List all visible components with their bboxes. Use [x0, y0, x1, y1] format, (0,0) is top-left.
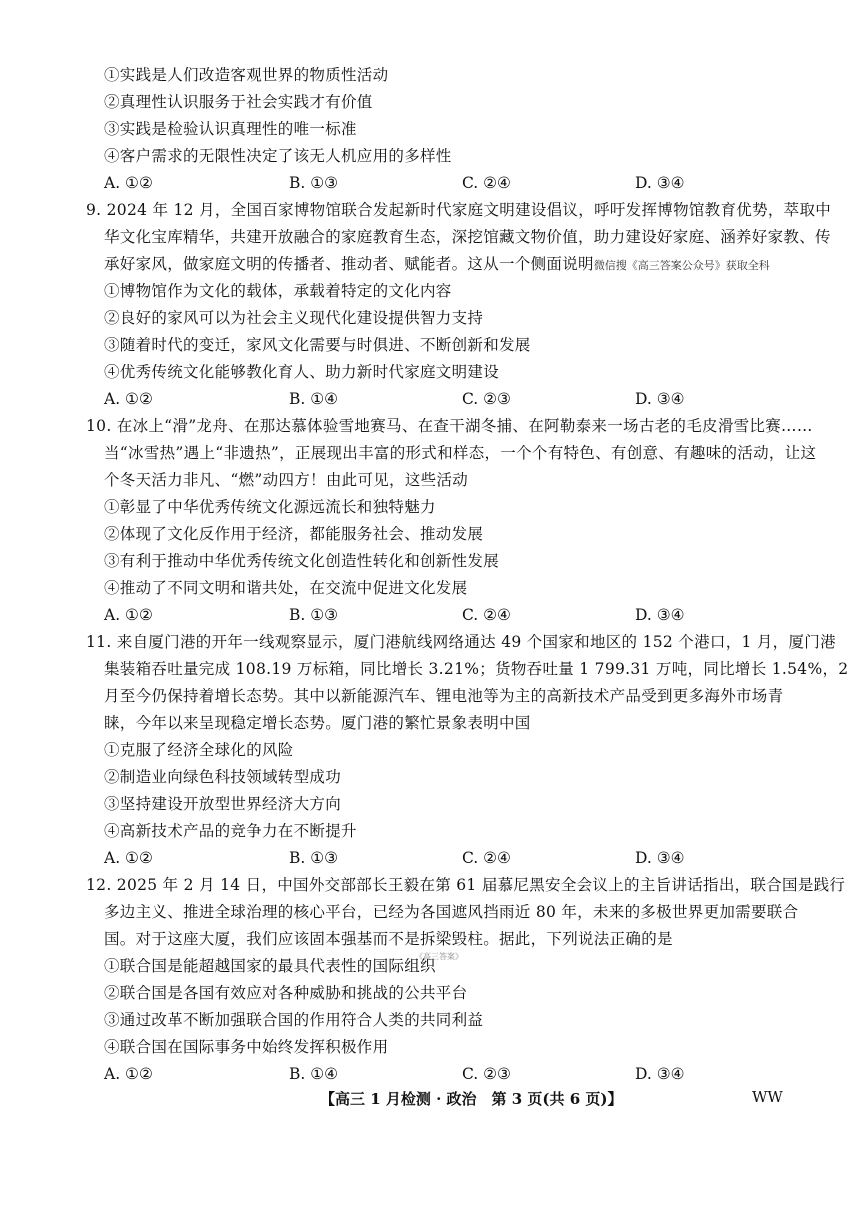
page-footer: [0, 1088, 868, 1112]
q10-option-2: ②体现了文化反作用于经济，都能服务社会、推动发展: [104, 525, 484, 543]
q10-stem-line-2: 当“冰雪热”遇上“非遗热”，正展现出丰富的形式和样态，一个个有特色、有创意、有趣味的活动，让这: [104, 444, 817, 462]
q12-choice-c: C. ②③: [462, 1065, 511, 1083]
q9-option-4: ④优秀传统文化能够教化育人、助力新时代家庭文明建设: [104, 363, 500, 381]
q11-choice-c: C. ②④: [462, 849, 511, 867]
q9-stem-text: 承好家风，做家庭文明的传播者、推动者、赋能者。这从一个侧面说明: [104, 255, 594, 273]
q12-stem-line-1: 12. 2025 年 2 月 14 日，中国外交部部长王毅在第 61 届慕尼黑安全会议上的主旨讲话指出，联合国是践行: [86, 876, 846, 894]
q11-option-4: ④高新技术产品的竞争力在不断提升: [104, 822, 357, 840]
q10-choice-d: D. ③④: [635, 606, 685, 624]
q9-choices: [104, 388, 794, 410]
q11-stem-line-1: 11. 来自厦门港的开年一线观察显示，厦门港航线网络通达 49 个国家和地区的 152 个港口，1 月，厦门港: [86, 633, 836, 651]
q11-option-3: ③坚持建设开放型世界经济大方向: [104, 795, 342, 813]
q9-option-1: ①博物馆作为文化的载体，承载着特定的文化内容: [104, 282, 452, 300]
q12-option-4: ④联合国在国际事务中始终发挥积极作用: [104, 1038, 389, 1056]
q10-choice-c: C. ②④: [462, 606, 511, 624]
q10-choice-a: A. ①②: [104, 606, 153, 624]
q11-choice-b: B. ①③: [289, 849, 339, 867]
q8-choice-c: C. ②④: [462, 174, 511, 192]
q12-choice-d: D. ③④: [635, 1065, 685, 1083]
q11-choice-d: D. ③④: [635, 849, 685, 867]
q12-choice-b: B. ①④: [289, 1065, 339, 1083]
q12-choices: [104, 1063, 794, 1085]
q8-option-4: ④客户需求的无限性决定了该无人机应用的多样性: [104, 147, 452, 165]
q11-choice-a: A. ①②: [104, 849, 153, 867]
q12-choice-a: A. ①②: [104, 1065, 153, 1083]
q9-choice-c: C. ②③: [462, 390, 511, 408]
q11-stem-line-2: 集装箱吞吐量完成 108.19 万标箱，同比增长 3.21%；货物吞吐量 1 799.31 万吨，同比增长 1.54%，2: [104, 660, 849, 678]
q9-stem-line-1: 9. 2024 年 12 月，全国百家博物馆联合发起新时代家庭文明建设倡议，呼吁发挥博物馆教育优势，萃取中: [86, 201, 832, 219]
footer-page-info: 【高三 1 月检测 · 政治 第 3 页(共 6 页)】: [320, 1090, 623, 1108]
q10-choice-b: B. ①③: [289, 606, 339, 624]
q10-option-1: ①彰显了中华优秀传统文化源远流长和独特魅力: [104, 498, 436, 516]
q9-stem-line-3: [104, 253, 770, 277]
q11-choices: [104, 847, 794, 869]
q8-choice-a: A. ①②: [104, 174, 153, 192]
q8-option-2: ②真理性认识服务于社会实践才有价值: [104, 93, 373, 111]
q12-watermark: 《高三答案》: [415, 952, 463, 961]
q9-watermark: 微信搜《高三答案公众号》获取全科: [593, 259, 770, 272]
q11-option-2: ②制造业向绿色科技领域转型成功: [104, 768, 342, 786]
q12-option-2: ②联合国是各国有效应对各种威胁和挑战的公共平台: [104, 984, 468, 1002]
q12-stem-line-3: 国。对于这座大厦，我们应该固本强基而不是拆梁毁柱。据此，下列说法正确的是: [104, 930, 673, 948]
q8-option-3: ③实践是检验认识真理性的唯一标准: [104, 120, 357, 138]
q10-stem-line-3: 个冬天活力非凡、“燃”动四方！由此可见，这些活动: [104, 471, 469, 489]
q9-stem-line-2: 华文化宝库精华，共建开放融合的家庭教育生态，深挖馆藏文物价值，助力建设好家庭、涵养好家教、传: [104, 228, 831, 246]
q9-choice-d: D. ③④: [635, 390, 685, 408]
q12-option-3: ③通过改革不断加强联合国的作用符合人类的共同利益: [104, 1011, 484, 1029]
q8-option-1: ①实践是人们改造客观世界的物质性活动: [104, 66, 389, 84]
q12-stem-line-2: 多边主义、推进全球治理的核心平台，已经为各国遮风挡雨近 80 年，未来的多极世界更加需要联合: [104, 903, 799, 921]
footer-code: WW: [752, 1088, 783, 1106]
q8-choice-d: D. ③④: [635, 174, 685, 192]
q8-choice-b: B. ①③: [289, 174, 339, 192]
q11-stem-line-3: 月至今仍保持着增长态势。其中以新能源汽车、锂电池等为主的高新技术产品受到更多海外市场青: [104, 687, 784, 705]
q9-choice-b: B. ①④: [289, 390, 339, 408]
q10-option-4: ④推动了不同文明和谐共处，在交流中促进文化发展: [104, 579, 468, 597]
q9-choice-a: A. ①②: [104, 390, 153, 408]
q9-option-3: ③随着时代的变迁，家风文化需要与时俱进、不断创新和发展: [104, 336, 531, 354]
q10-option-3: ③有利于推动中华优秀传统文化创造性转化和创新性发展: [104, 552, 500, 570]
q12-option-1: ①联合国是能超越国家的最具代表性的国际组织: [104, 957, 436, 975]
q10-stem-line-1: 10. 在冰上“滑”龙舟、在那达慕体验雪地赛马、在查干湖冬捕、在阿勒泰来一场古老的毛皮滑雪比赛……: [86, 417, 813, 435]
q11-option-1: ①克服了经济全球化的风险: [104, 741, 294, 759]
q11-stem-line-4: 睐，今年以来呈现稳定增长态势。厦门港的繁忙景象表明中国: [104, 714, 531, 732]
q8-choices: [104, 172, 794, 194]
q10-choices: [104, 604, 794, 626]
q9-option-2: ②良好的家风可以为社会主义现代化建设提供智力支持: [104, 309, 484, 327]
